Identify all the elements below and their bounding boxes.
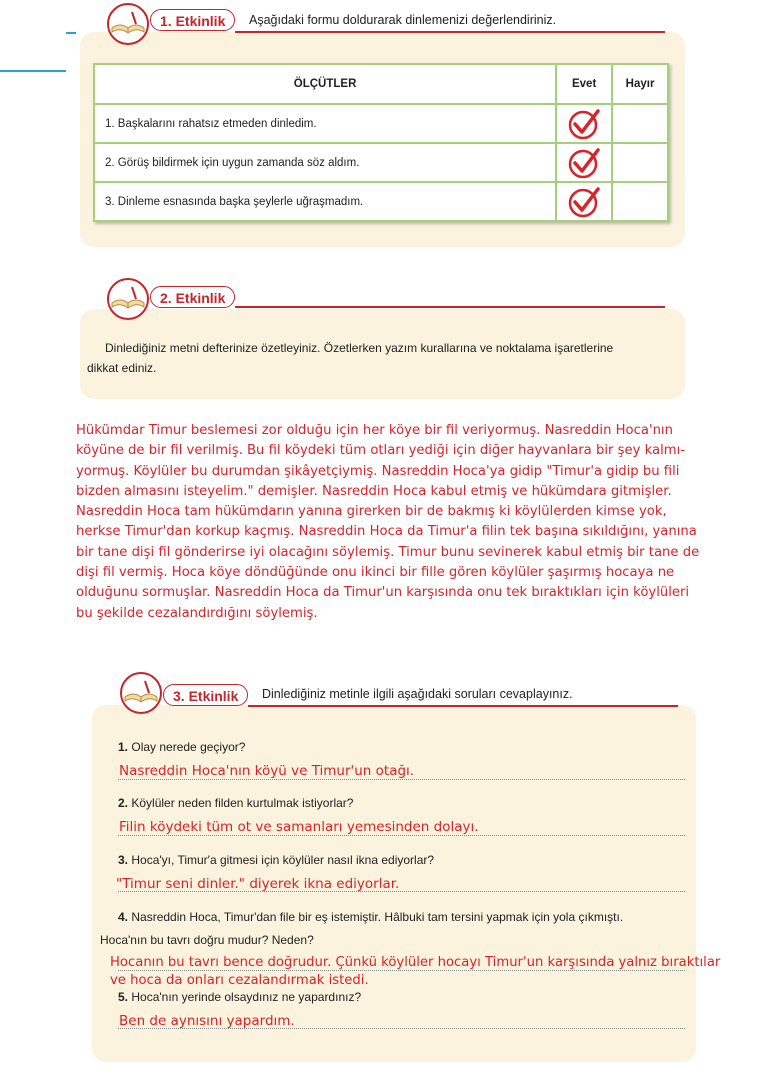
evet-cell[interactable] [556, 182, 612, 221]
summary-line: yormuş. Köylüler bu durumdan şikâyetçiymiş. Nasreddin Hoca'ya gidip "Timur'a gidip bu fili [76, 463, 680, 479]
etkinlik3-header-rule [248, 705, 678, 707]
etkinlik2-instruction-line1: Dinlediğiniz metni defterinize özetleyiniz. Özetlerken yazım kurallarına ve noktalama işaretlerine [105, 341, 614, 355]
answer-1: Nasreddin Hoca'nın köyü ve Timur'un otağı. [119, 763, 415, 779]
question-3 [118, 853, 434, 867]
etkinlik2-header-rule [235, 306, 665, 308]
header-criteria: ÖLÇÜTLER [94, 64, 556, 104]
answer-line[interactable] [118, 970, 685, 971]
header-evet: Evet [556, 64, 612, 104]
answer-5: Ben de aynısını yapardım. [119, 1013, 295, 1029]
summary-line: Hükümdar Timur beslemesi zor olduğu için her köye bir fil veriyormuş. Nasreddin Hoca'nın [76, 423, 673, 438]
answer-line[interactable] [118, 1028, 685, 1029]
etkinlik1-header-rule [235, 31, 665, 33]
table-header-row [94, 64, 668, 104]
criterion-text: 3. Dinleme esnasında başka şeylerle uğraşmadım. [94, 182, 556, 221]
criterion-text: 1. Başkalarını rahatsız etmeden dinledim. [94, 104, 556, 143]
question-number: 4. [118, 910, 129, 924]
question-text: Hoca'nın yerinde olsaydınız ne yapardınız? [131, 990, 362, 1004]
hayir-cell[interactable] [612, 104, 668, 143]
checkmark-icon [567, 186, 601, 218]
criterion-text: 2. Görüş bildirmek için uygun zamanda söz aldım. [94, 143, 556, 182]
question-number: 3. [118, 853, 129, 867]
etkinlik3-instruction: Dinlediğiniz metinle ilgili aşağıdaki soruları cevaplayınız. [262, 687, 573, 701]
question-4 [118, 910, 623, 924]
answer-4-continued: ve hoca da onları cezalandırmak istedi. [110, 973, 369, 988]
summary-line: bir tane dişi fil gönderirse iyi olacağını söylemiş. Timur bunu sevinerek kabul etmiş bir tane de [76, 544, 700, 560]
question-text: Nasreddin Hoca, Timur'dan file bir eş istemiştir. Hâlbuki tam tersini yapmak için yola çıkmıştı. [131, 910, 624, 924]
hayir-cell[interactable] [612, 143, 668, 182]
question-number: 1. [118, 740, 129, 754]
etkinlik1-label: 1. Etkinlik [150, 9, 235, 31]
question-text: Köylüler neden filden kurtulmak istiyorlar? [131, 796, 354, 810]
summary-line: köyüne de bir fil verilmiş. Bu fil köydeki tüm otları yediği için diğer hayvanlara bir şey kalmı- [76, 443, 685, 459]
question-number: 2. [118, 796, 129, 810]
margin-mark [66, 32, 76, 34]
question-2 [118, 796, 353, 810]
open-book-icon [102, 277, 154, 321]
etkinlik3-label: 3. Etkinlik [163, 684, 248, 706]
question-4-continued: Hoca'nın bu tavrı doğru mudur? Neden? [100, 933, 314, 947]
summary-block [76, 421, 699, 624]
evet-cell[interactable] [556, 143, 612, 182]
answer-line[interactable] [118, 779, 685, 780]
summary-line: olduğunu sormuşlar. Nasreddin Hoca da Timur'un karşısında onu tek bıraktıkları için köylüleri [76, 585, 690, 601]
header-hayir: Hayır [612, 64, 668, 104]
etkinlik1-instruction: Aşağıdaki formu doldurarak dinlemenizi değerlendiriniz. [249, 13, 557, 27]
question-5 [118, 990, 361, 1004]
open-book-icon [102, 2, 154, 46]
summary-line: Nasreddin Hoca tam hükümdarın yanına girerken bir de bakmış ki köylülerden kimse yok, [76, 504, 667, 520]
answer-line[interactable] [118, 891, 685, 892]
checkmark-icon [567, 108, 601, 140]
summary-line: dişi fil vermiş. Hoca köye döndüğünde onu ikinci bir fille gören köylüler şaşırmış hocaya ne [76, 565, 675, 581]
evet-cell[interactable] [556, 104, 612, 143]
question-1 [118, 740, 245, 754]
answer-4: Hocanın bu tavrı bence doğrudur. Çünkü köylüler hocayı Timur'un karşısında yalnız bıraktılar [110, 955, 721, 970]
question-number: 5. [118, 990, 129, 1004]
question-text: Olay nerede geçiyor? [131, 740, 246, 754]
answer-3: "Timur seni dinler." diyerek ikna ediyorlar. [116, 876, 400, 892]
table-row [94, 104, 668, 143]
table-row [94, 182, 668, 221]
criteria-table [93, 63, 669, 222]
answer-line[interactable] [118, 835, 685, 836]
checkmark-icon [567, 147, 601, 179]
summary-line: bu şekilde cezalandırdığını söylemiş. [76, 605, 318, 621]
open-book-icon [115, 671, 167, 715]
table-row [94, 143, 668, 182]
hayir-cell[interactable] [612, 182, 668, 221]
etkinlik2-instruction-line2: dikkat ediniz. [87, 361, 157, 375]
summary-line: herkse Timur'dan korkup kaçmış. Nasreddin Hoca da Timur'a filin tek başına sıkıldığını, yanına [76, 524, 697, 540]
answer-2: Filin köydeki tüm ot ve samanları yemesinden dolayı. [119, 819, 479, 835]
margin-rule [0, 70, 66, 72]
etkinlik2-label: 2. Etkinlik [150, 286, 235, 308]
question-text: Hoca'yı, Timur'a gitmesi için köylüler nasıl ikna ediyorlar? [131, 853, 435, 867]
summary-line: bizden almasını isteyelim." demişler. Nasreddin Hoca kabul etmiş ve hükümdara gitmişler. [76, 483, 672, 499]
